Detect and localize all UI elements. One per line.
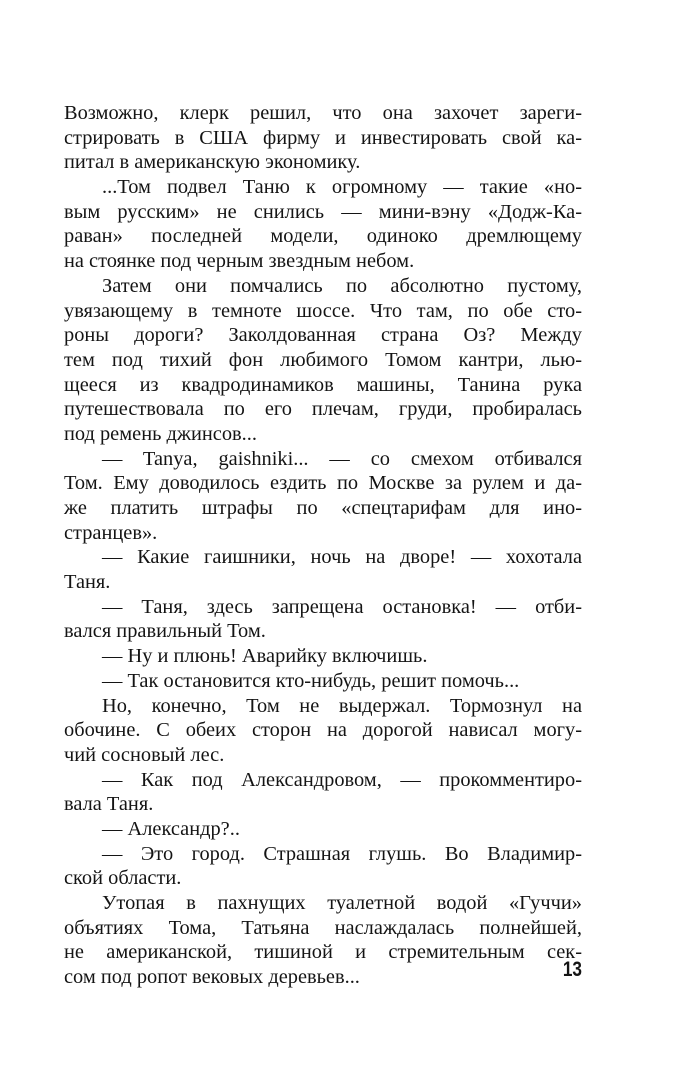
text-line: роны дороги? Заколдованная страна Оз? Между [64, 324, 582, 347]
text-line: чий сосновый лес. [64, 743, 225, 766]
text-line: вался правильный Том. [64, 620, 266, 643]
text-line: сом под ропот вековых деревьев... [64, 966, 360, 989]
text-line: — Ну и плюнь! Аварийку включишь. [102, 645, 428, 668]
text-line: — Tanya, gaishniki... — со смехом отбивался [102, 447, 582, 470]
text-line: тем под тихий фон любимого Томом кантри, лью- [64, 348, 582, 371]
text-line: увязающему в темноте шоссе. Что там, по обе сто- [64, 299, 582, 322]
body-text [64, 101, 582, 990]
text-line: на стоянке под черным звездным небом. [64, 250, 415, 273]
text-line: щееся из квадродинамиков машины, Танина рука [64, 373, 582, 396]
text-line: не американской, тишиной и стремительным сек- [64, 941, 582, 964]
text-line: раван» последней модели, одиноко дремлющему [64, 225, 582, 248]
text-line: объятиях Тома, Татьяна наслаждалась полнейшей, [64, 916, 582, 939]
text-line: Затем они помчались по абсолютно пустому, [102, 274, 582, 297]
text-line: же платить штрафы по «спецтарифам для ино- [64, 497, 582, 519]
page-number: 13 [562, 958, 582, 981]
text-line: под ремень джинсов... [64, 422, 257, 445]
text-line: — Так остановится кто-нибудь, решит помочь... [102, 669, 520, 692]
text-line: путешествовала по его плечам, груди, пробиралась [64, 398, 582, 421]
text-line: вала Таня. [64, 793, 154, 816]
text-line: — Таня, здесь запрещена остановка! — отби- [102, 595, 582, 618]
text-line: — Это город. Страшная глушь. Во Владимир- [102, 842, 582, 865]
text-line: ской области. [64, 867, 182, 890]
text-line: питал в американскую экономику. [64, 151, 361, 174]
text-line: Утопая в пахнущих туалетной водой «Гуччи» [102, 892, 582, 914]
text-line: ...Том подвел Таню к огромному — такие «но- [102, 176, 582, 199]
text-line: — Как под Александровом, — прокомментиро- [102, 768, 582, 791]
text-line: вым русским» не снились — мини-вэну «Додж-Ка- [64, 200, 582, 223]
text-line: Том. Ему доводилось ездить по Москве за рулем и да- [64, 472, 582, 495]
text-line: — Какие гаишники, ночь на дворе! — хохотала [102, 546, 582, 569]
text-line: Возможно, клерк решил, что она захочет зареги- [64, 102, 582, 124]
text-line: стрировать в США фирму и инвестировать свой ка- [64, 126, 582, 149]
text-line: Таня. [64, 571, 111, 594]
text-line: обочине. С обеих сторон на дорогой нависал могу- [64, 719, 582, 742]
text-line: Но, конечно, Том не выдержал. Тормознул на [102, 694, 582, 717]
text-line: странцев». [64, 521, 158, 544]
text-line: — Александр?.. [102, 817, 240, 840]
